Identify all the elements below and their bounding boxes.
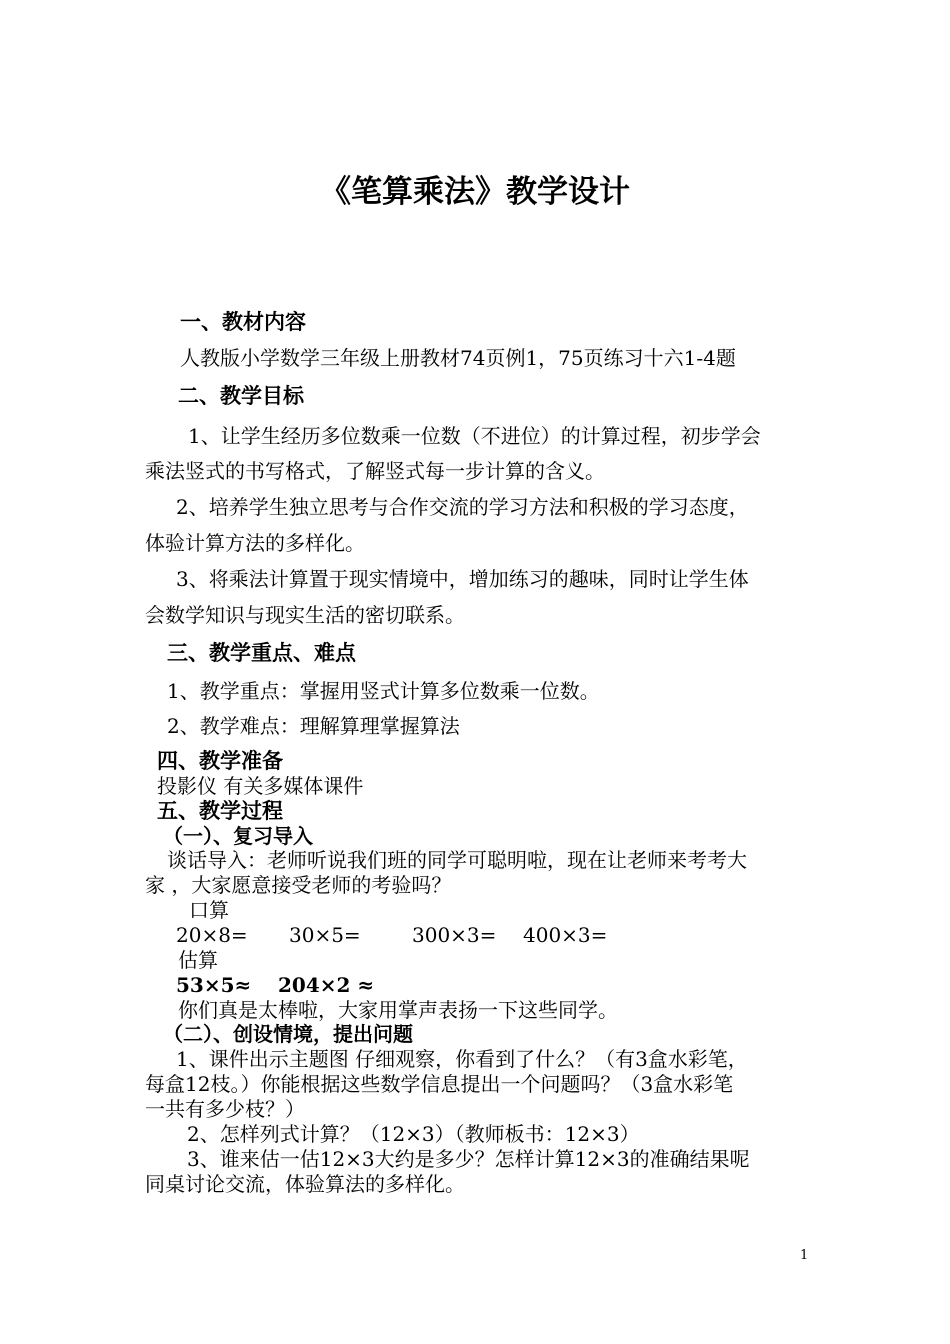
subsection-review: （一）、复习导入	[163, 824, 313, 848]
estimate-label: 估算	[178, 948, 218, 972]
keypoint-2: 2、教学难点：理解算理掌握算法	[167, 714, 460, 738]
goal-3-line-2: 会数学知识与现实生活的密切联系。	[145, 603, 465, 627]
praise-text: 你们真是太棒啦，大家用掌声表扬一下这些同学。	[178, 998, 618, 1022]
page-title: 《笔算乘法》教学设计	[320, 174, 630, 210]
question-1-line-3: 一共有多少枝？）	[145, 1097, 305, 1121]
oral-calc-item: 20×8=	[176, 923, 248, 947]
section-heading-preparation: 四、教学准备	[157, 748, 283, 773]
question-3-line-2: 同桌讨论交流，体验算法的多样化。	[145, 1172, 465, 1196]
intro-line-2: 家 ，大家愿意接受老师的考验吗？	[145, 873, 452, 897]
estimate-item: 53×5≈	[176, 973, 252, 997]
oral-calc-row	[176, 923, 696, 947]
goal-1-line-1: 1、让学生经历多位数乘一位数（不进位）的计算过程，初步学会	[188, 424, 761, 448]
oral-calc-item: 400×3=	[523, 923, 608, 947]
question-3-line-1: 3、谁来估一估12×3大约是多少？怎样计算12×3的准确结果呢	[187, 1147, 750, 1171]
goal-2-line-2: 体验计算方法的多样化。	[145, 531, 365, 555]
estimate-item: 204×2 ≈	[278, 973, 375, 997]
oral-calc-label: 口算	[189, 898, 229, 922]
question-2: 2、怎样列式计算？（12×3）（教师板书：12×3）	[187, 1122, 640, 1146]
estimate-row	[176, 973, 476, 997]
section-heading-keypoints: 三、教学重点、难点	[167, 640, 356, 665]
section-heading-materials: 一、教材内容	[180, 309, 306, 334]
preparation-text: 投影仪 有关多媒体课件	[157, 774, 364, 798]
subsection-scenario: （二）、创设情境，提出问题	[163, 1022, 413, 1046]
section-heading-goals: 二、教学目标	[178, 383, 304, 408]
intro-line-1: 谈话导入：老师听说我们班的同学可聪明啦，现在让老师来考考大	[167, 848, 747, 872]
section-heading-process: 五、教学过程	[157, 798, 283, 823]
oral-calc-item: 300×3=	[412, 923, 497, 947]
materials-text: 人教版小学数学三年级上册教材74页例1，75页练习十六1-4题	[180, 346, 736, 370]
keypoint-1: 1、教学重点：掌握用竖式计算多位数乘一位数。	[167, 679, 600, 703]
oral-calc-item: 30×5=	[289, 923, 361, 947]
goal-2-line-1: 2、培养学生独立思考与合作交流的学习方法和积极的学习态度，	[176, 495, 749, 519]
question-1-line-1: 1、课件出示主题图 仔细观察，你看到了什么？（有3盒水彩笔，	[176, 1047, 748, 1071]
question-1-line-2: 每盒12枝。）你能根据这些数学信息提出一个问题吗？（3盒水彩笔	[145, 1072, 734, 1096]
goal-3-line-1: 3、将乘法计算置于现实情境中，增加练习的趣味，同时让学生体	[176, 567, 749, 591]
page-number: 1	[800, 1248, 809, 1263]
goal-1-line-2: 乘法竖式的书写格式，了解竖式每一步计算的含义。	[145, 459, 605, 483]
